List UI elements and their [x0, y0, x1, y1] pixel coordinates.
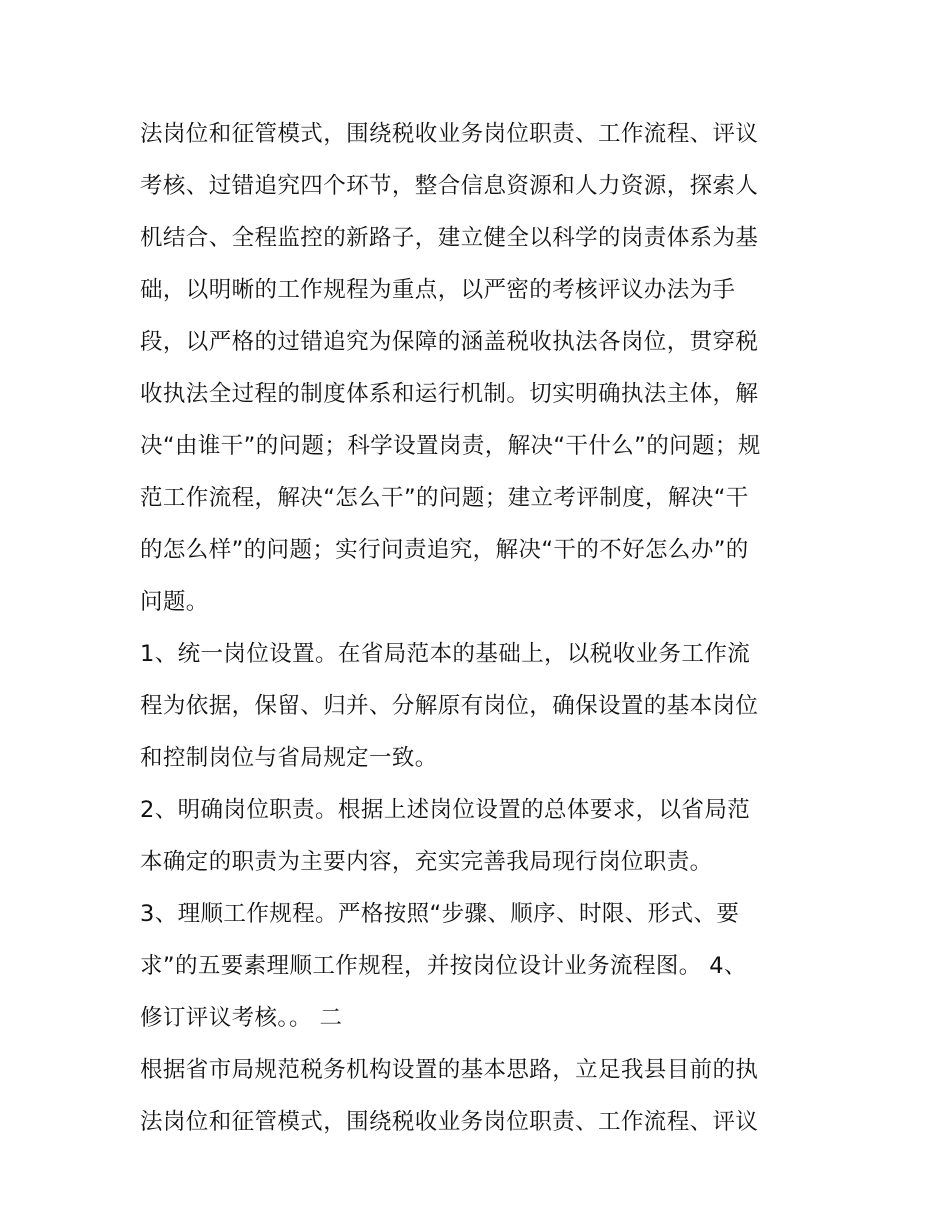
list-item-2-line: 2、明确岗位职责。根据上述岗位设置的总体要求，以省局范 — [140, 797, 751, 823]
text-line: 机结合、全程监控的新路子，建立健全以科学的岗责体系为基 — [140, 225, 759, 251]
text-line: 程为依据，保留、归并、分解原有岗位，确保设置的基本岗位 — [140, 693, 759, 719]
list-item-3-line: 3、理顺工作规程。严格按照“步骤、顺序、时限、形式、要 — [140, 901, 740, 927]
text-line: 求”的五要素理顺工作规程，并按岗位设计业务流程图。 4、 — [140, 953, 747, 979]
text-line: 础，以明晰的工作规程为重点，以严密的考核评议办法为手 — [140, 277, 736, 303]
text-line: 范工作流程，解决“怎么干”的问题；建立考评制度，解决“干 — [140, 485, 749, 511]
text-line: 本确定的职责为主要内容，充实完善我局现行岗位职责。 — [140, 849, 713, 875]
text-line: 决“由谁干”的问题；科学设置岗责，解决“干什么”的问题；规 — [140, 433, 761, 459]
document-body-text — [140, 108, 820, 1148]
text-line: 和控制岗位与省局规定一致。 — [140, 745, 438, 771]
list-item-1-line: 1、统一岗位设置。在省局范本的基础上，以税收业务工作流 — [140, 641, 751, 667]
text-line: 法岗位和征管模式，围绕税收业务岗位职责、工作流程、评议 — [140, 121, 759, 147]
text-line: 法岗位和征管模式，围绕税收业务岗位职责、工作流程、评议 — [140, 1109, 759, 1135]
text-line: 考核、过错追究四个环节，整合信息资源和人力资源，探索人 — [140, 173, 759, 199]
text-line: 的怎么样”的问题；实行问责追究，解决“干的不好怎么办”的 — [140, 537, 749, 563]
text-line: 根据省市局规范税务机构设置的基本思路，立足我县目前的执 — [140, 1057, 759, 1083]
text-line: 修订评议考核。。 二 — [140, 1005, 343, 1031]
text-line: 问题。 — [140, 589, 209, 615]
text-line: 段，以严格的过错追究为保障的涵盖税收执法各岗位，贯穿税 — [140, 329, 759, 355]
text-line: 收执法全过程的制度体系和运行机制。切实明确执法主体，解 — [140, 381, 759, 407]
